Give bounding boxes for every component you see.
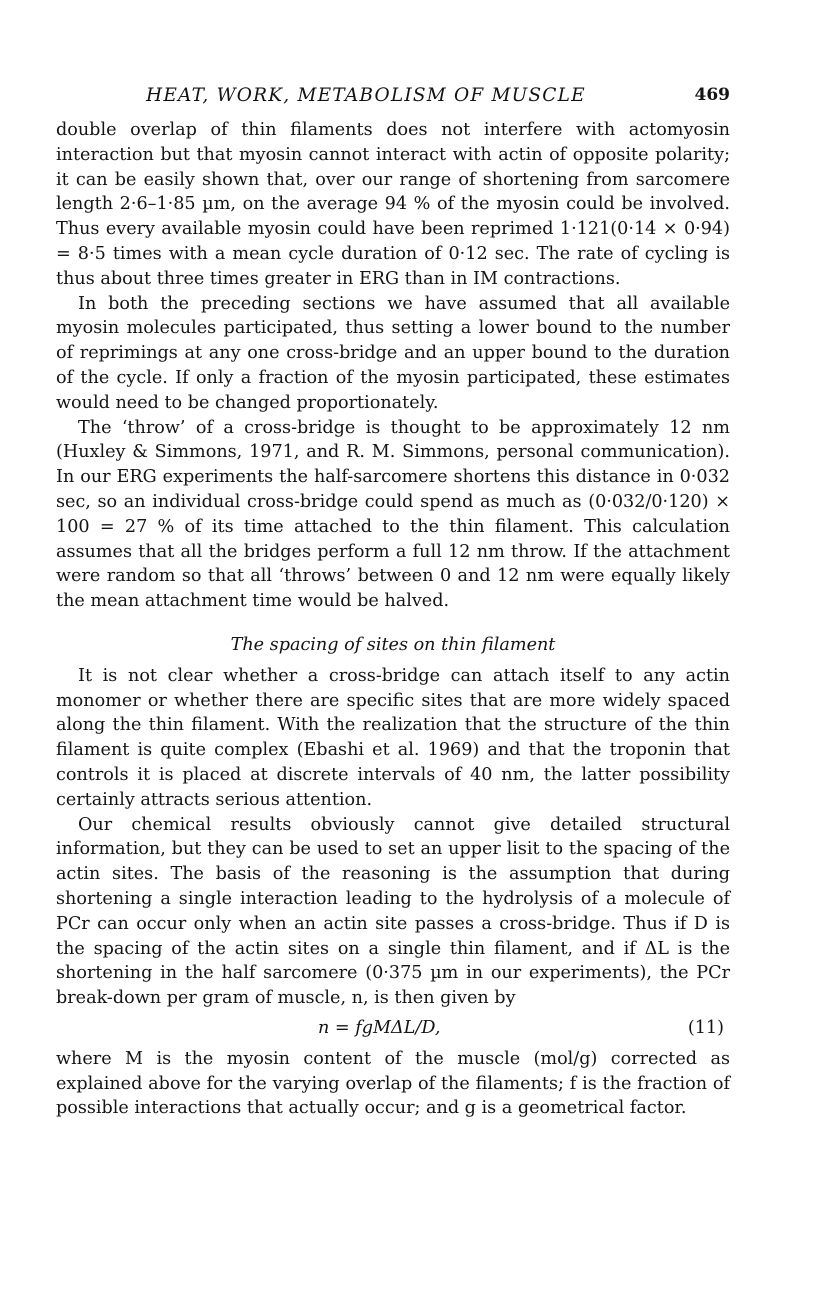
- paragraph-definitions: where M is the myosin content of the muscle (mol/g) corrected as explained above for the varying overlap of the filaments; f is the fraction of possible interactions that actually occur; and g is a geometrical factor.: [56, 1048, 730, 1119]
- section-heading: The spacing of sites on thin filament: [230, 634, 556, 655]
- paragraph-assumption: In both the preceding sections we have assumed that all available myosin molecules participated, thus setting a lower bound to the number of reprimings at any one cross-bridge and an upper bound to the duration of the cycle. If only a fraction of the myosin participated, these estimates would need to be changed proportionately.: [56, 293, 730, 413]
- page-number: 469: [694, 85, 730, 105]
- equation-expression: n = fgMΔL/D,: [318, 1017, 441, 1038]
- page: [56, 82, 730, 1121]
- paragraph-sites: It is not clear whether a cross-bridge can attach itself to any actin monomer or whether there are specific sites that are more widely spaced along the thin filament. With the realization that the structure of the thin filament is quite complex (Ebashi et al. 1969) and that the troponin that controls it is placed at discrete intervals of 40 nm, the latter possibility certainly attracts serious attention.: [56, 665, 730, 810]
- page-header: [56, 82, 730, 118]
- equation-number: (11): [687, 1017, 724, 1038]
- running-title: HEAT, WORK, METABOLISM OF MUSCLE: [146, 85, 586, 106]
- paragraph-continuation: double overlap of thin filaments does not interfere with actomyosin interaction but that myosin cannot interact with actin of opposite polarity; it can be easily shown that, over our range of shortening from sarcomere length 2·6–1·85 µm, on the average 94 % of the myosin could be involved. Thus every available myosin could have been reprimed 1·121(0·14 × 0·94) = 8·5 times with a mean cycle duration of 0·12 sec. The rate of cycling is thus about three times greater in ERG than in IM contractions.: [56, 120, 730, 289]
- paragraph-throw: The ‘throw’ of a cross-bridge is thought to be approximately 12 nm (Huxley & Simmons, 1971, and R. M. Simmons, personal communication). In our ERG experiments the half-sarcomere shortens this distance in 0·032 sec, so an individual cross-bridge could spend as much as (0·032/0·120) × 100 = 27 % of its time attached to the thin filament. This calculation assumes that all the bridges perform a full 12 nm throw. If the attachment were random so that all ‘throws’ between 0 and 12 nm were equally likely the mean attachment time would be halved.: [56, 417, 730, 612]
- paragraph-chemical-results: Our chemical results obviously cannot give detailed structural information, but they can be used to set an upper lisit to the spacing of the actin sites. The basis of the reasoning is the assumption that during shortening a single interaction leading to the hydrolysis of a molecule of PCr can occur only when an actin site passes a cross-bridge. Thus if D is the spacing of the actin sites on a single thin filament, and if ΔL is the shortening in the half sarcomere (0·375 µm in our experiments), the PCr break-down per gram of muscle, n, is then given by: [56, 814, 730, 1009]
- equation: [56, 1013, 730, 1047]
